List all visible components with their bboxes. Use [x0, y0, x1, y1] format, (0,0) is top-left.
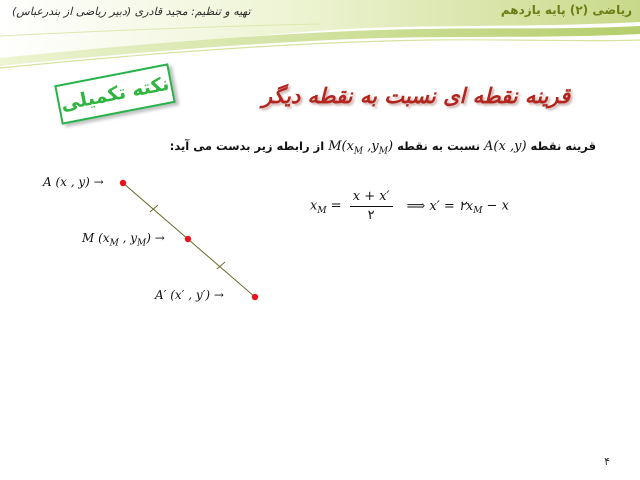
tick-mark-upper: [150, 205, 158, 212]
point-m-label: M ($x_M$ , $y_M$) →: [82, 231, 165, 249]
point-a-prime-label: A′ (x′ , y′) →: [155, 288, 224, 302]
point-a-dot: [120, 180, 126, 186]
page-number: ۴: [604, 455, 610, 468]
point-a-label: A (x , y) →: [43, 175, 104, 189]
note-badge-label: نکته تکمیلی: [59, 72, 171, 116]
point-a-expression: A(x ,y): [484, 139, 527, 154]
point-m-expression: $M(x_M$ $,y_M$): [328, 139, 394, 157]
statement-part1: قرینه نقطه: [530, 139, 596, 153]
author-credit: تهیه و تنظیم: مجید قادری (دبیر ریاضی از بندرعباس): [12, 5, 251, 18]
formula-fraction: $\frac{x + x'}{۲}$: [350, 189, 393, 223]
slide-title: قرینه نقطه ای نسبت به نقطه دیگر: [261, 84, 570, 108]
course-title: ریاضی (۲) پایه یازدهم: [500, 3, 632, 17]
point-m-dot: [185, 236, 191, 242]
statement-part2: نسبت به نقطه: [397, 139, 481, 153]
point-a-prime-dot: [252, 294, 258, 300]
statement-part3: از رابطه زیر بدست می آید:: [169, 139, 325, 153]
midpoint-formula: $x_M$ = $\frac{x + x'}{۲}$ ⟹ $x' = ۲x_M - x$: [310, 189, 509, 223]
